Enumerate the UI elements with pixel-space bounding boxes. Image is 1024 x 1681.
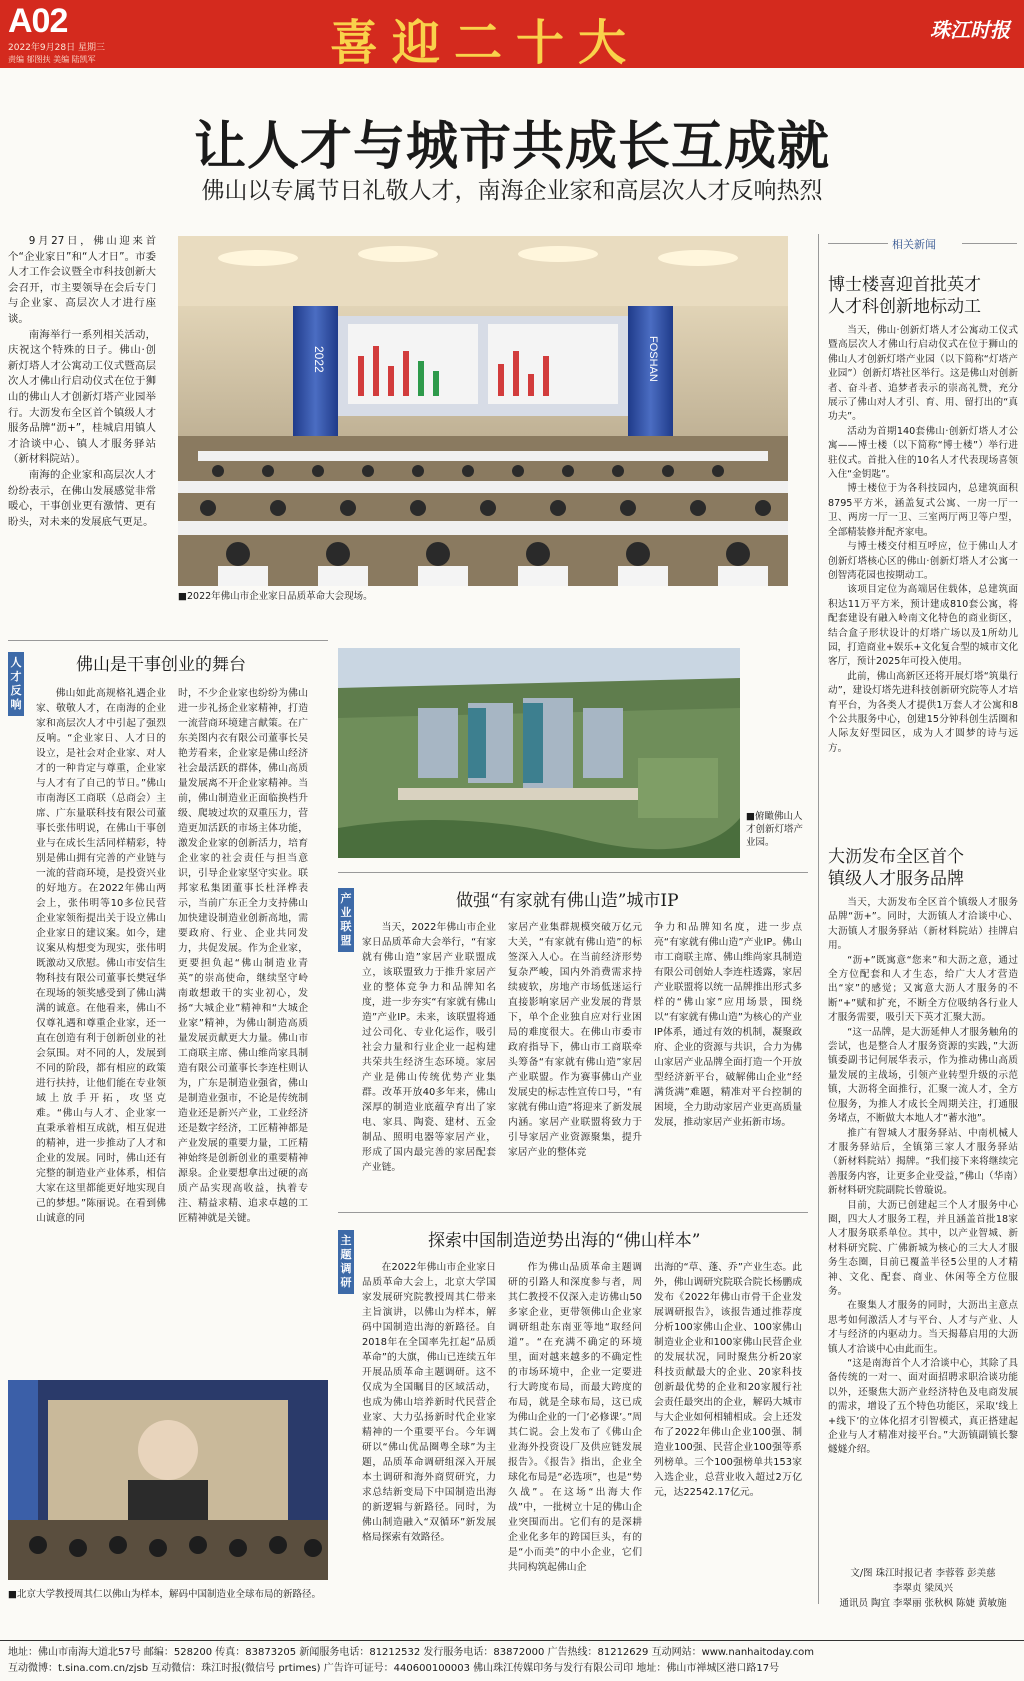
industry-article-col1: 当天，2022年佛山市企业家日品质革命大会举行，“有家就有佛山造”家居产业联盟成立，该联盟致力于推升家居产业的整体竞争力和品牌知名度，进一步夯实“有家就有佛山造”产业IP。未来，该联盟将通过公司化、专业化运作，吸引社会力量和行业企业一起构建共荣共生经济生态环境。家居产业是佛山传统优势产业集群。改革开放40多年来，佛山深厚的制造业底蕴孕育出了家电、家具、陶瓷、建材、五金制品、照明电器等家居产业，形成了国内最完善的家居配套产业链。 bbox=[362, 922, 496, 1173]
body-paragraph: 推广有智城人才服务驿站、中南机械人才服务驿站后，全镇第三家人才服务驿站（新材料院站）揭牌。“我们接下来将继续完善服务内容，让更多企业受益，”佛山（华南）新材料研究院副院长曾璇说。 bbox=[828, 1127, 1018, 1197]
masthead bbox=[0, 0, 1024, 71]
side-story-body bbox=[828, 324, 1018, 808]
industry-article-col3: 争力和品牌知名度，进一步点亮“有家就有佛山造”产业IP。佛山市工商联主席、佛山维尚家具制造有限公司创始人李连柱透露，家居产业联盟将以统一品牌推出形式多样的“佛山家”应用场景，围绕以“有家就有佛山造”为核心的产业IP体系，通过有效的机制，凝聚政府、企业的资源与共识，合力为佛山家居产业品牌全面打造一个开放型经济新平台，破解佛山企业“经满货满”难题，精准对平台控制的困境，全力助动家居产业更高质量发展，推动家居产业拓新市场。 bbox=[654, 922, 802, 1128]
aerial-park-photo bbox=[338, 648, 740, 858]
body-paragraph: 博士楼位于为各科技园内，总建筑面积8795平方米，涵盖复式公寓、一房一厅一卫、两房一厅一卫、三室两厅两卫等户型，全部精装修并配齐家电。 bbox=[828, 483, 1018, 538]
page-subheadline: 佛山以专属节日礼敬人才，南海企业家和高层次人才反响热烈 bbox=[201, 178, 823, 204]
body-paragraph: 此前，佛山高新区还将开展灯塔“筑巢行动”，建设灯塔先进科技创新研究院等人才培育平台，为各类人才提供1万套人才公寓和8个公共服务中心，创建15分钟科创生活圈和人际友好型园区，成为人才圆梦的诗与远方。 bbox=[828, 670, 1018, 754]
section-tag: 主题调研 bbox=[338, 1230, 354, 1294]
issue-date: 2022年9月28日 星期三 bbox=[8, 43, 105, 53]
speaker-photo bbox=[8, 1380, 328, 1580]
body-paragraph: 与博士楼交付相互呼应，位于佛山人才创新灯塔核心区的佛山·创新灯塔人才公寓一创智湾花园也按期动工。 bbox=[828, 541, 1018, 581]
related-rule bbox=[962, 243, 1017, 244]
section-divider bbox=[338, 1212, 808, 1213]
stage-city-text: FOSHAN bbox=[647, 336, 659, 382]
banner-title: 喜迎二十大 bbox=[330, 15, 641, 71]
lead-article bbox=[8, 234, 156, 570]
speaker-photo-caption: ■北京大学教授周其仁以佛山为样本，解码中国制造业全球布局的新路径。 bbox=[8, 1589, 321, 1600]
section-title: 做强“有家就有佛山造”城市IP bbox=[456, 891, 679, 911]
industrial-park-image bbox=[338, 648, 740, 858]
research-article-col1: 在2022年佛山市企业家日品质革命大会上，北京大学国家发展研究院教授周其仁带来主旨演讲，以佛山为样本，解码中国制造出海的新路径。自2018年在全国率先扛起“品质革命”的大旗，佛山已连续五年开展品质革命主题调研。这不仅成为全国瞩目的区域活动，也成为佛山培养新时代民营企业家、大力弘扬新时代企业家精神的一个重要平台。今年调研以“佛山优品圈粤全球”为主题，品质革命调研组深入开展本土调研和海外商贸研究，力求总结新变局下中国制造出海的新逻辑与新路径。同时，为佛山制造融入“双循环”新发展格局探索有效路径。 bbox=[362, 1262, 496, 1543]
main-photo-caption: ■2022年佛山市企业家日品质革命大会现场。 bbox=[178, 591, 373, 602]
body-paragraph: “沥+”既寓意“您来”和大沥之意，通过全方位配套和人才生态，给广大人才营造出“家”的感觉；又寓意大沥人才服务的不断“+”赋和扩充，不断全方位吸纳各行业人才服务需要，吸引天下英才汇聚大沥。 bbox=[828, 954, 1018, 1024]
page-footer bbox=[0, 1640, 1024, 1677]
talent-article-col1: 佛山如此高规格礼遇企业家、敬敬人才，在南海的企业家和高层次人才中引起了强烈反响。“企业家日、人才日的设立，是社会对企业家、对人才的一种肯定与尊重，企业家与人才有了自己的节日。”佛山市南海区工商联（总商会）主席、广东量联科技有限公司董事长张伟明说，在佛山干事创业与在成长生活同样精彩，特别是佛山拥有完善的产业链与一流的营商环境，是投资兴业的好地方。在2022年佛山两会上，张伟明等10多位民营企业家领衔提出关于设立佛山企业家日的建议案。如今，建议案从构想变为现实，张伟明既激动又欣慰。佛山市安信生物科技有限公司董事长樊冠华在现场的领奖感受到了佛山满满的诚意。在他看来，佛山不仅尊礼遇和尊重企业家，还一直在创造有利于创新创业的社会氛围。对不同的人，发展到不同的阶段，都有相应的政策进行扶持，让他们能在专业领域上放手开拓，攻坚克难。“佛山与人才、企业家一直秉承着相互成就，相互促进的精神，进一步推动了人才和企业的发展。同时，佛山还有完整的制造业产业体系，相信大家在这里都能更好地实现自己的梦想。”陈丽说。在看到佛山诚意的同 bbox=[36, 688, 166, 1224]
lead-paragraph: 9月27日，佛山迎来首个“企业家日”和“人才日”。市委人才工作会议暨全市科技创新大会召开，市主要领导在会后专门与企业家、高层次人才进行座谈。 bbox=[8, 235, 156, 325]
body-paragraph: “这是南海首个人才洽谈中心，其除了具备传统的一对一、面对面招聘求职洽谈功能以外，还聚焦大沥产业经济特色及电商发展的需求，增设了五个特色功能区，采取‘线上+线下’的立体化招才引智模式，真正搭建起企业与人才精准对接平台。”大沥镇副镇长黎燧燧介绍。 bbox=[828, 1358, 1018, 1456]
related-rule bbox=[828, 243, 888, 244]
page-number: A02 bbox=[8, 2, 68, 40]
body-paragraph: 在聚集人才服务的同时，大沥出主意点思考如何激活人才与平台、人才与产业、人才与经济的内驱动力。当天揭幕启用的大沥镇人才洽谈中心由此而生。 bbox=[828, 1300, 1018, 1355]
side-story-title: 博士楼喜迎首批英才 人才科创新地标动工 bbox=[828, 275, 981, 317]
section-tag: 人才反响 bbox=[8, 652, 24, 716]
lead-paragraph: 南海举行一系列相关活动，庆祝这个特殊的日子。佛山·创新灯塔人才公寓动工仪式暨高层次人才佛山行启动仪式在位于狮山的佛山人才创新灯塔产业园举行。大沥发布全区首个镇级人才服务品牌“沥+”，桂城启用镇人才洽谈中心、镇人才服务驿站（新材料院站）。 bbox=[8, 328, 156, 466]
body-paragraph: 当天，大沥发布全区首个镇级人才服务品牌“沥+”。同时，大沥镇人才洽谈中心、大沥镇人才服务驿站（新材料院站）挂牌启用。 bbox=[828, 897, 1018, 952]
stage-year-text: 2022 bbox=[312, 346, 326, 373]
research-article-col3: 出海的“草、蓬、乔”产业生态。此外，佛山调研究院联合院长杨鹏成发布《2022年佛山市骨干企业发展调研报告》，该报告通过推荐度分析100家佛山企业、100家佛山制造业企业和100家佛山民营企业的发展状况，同时聚焦分析20家科技贡献最大的企业、20家科技创新最优势的企业和20家履行社会责任最突出的企业，解码大城市与大企业如何相辅相成。会上还发布了2022年佛山企业100强、制造业100强、民营企业100强等系列榜单。三个100强榜单共153家入选企业，总营业收入超过2万亿元，达22542.17亿元。 bbox=[654, 1262, 802, 1498]
section-tag: 产业联盟 bbox=[338, 888, 354, 952]
aerial-photo-caption: ■俯瞰佛山人才创新灯塔产业园。 bbox=[746, 811, 804, 848]
section-divider bbox=[8, 640, 328, 641]
research-article-col2: 作为佛山品质革命主题调研的引路人和深度参与者，周其仁教授不仅深入走访佛山50多家企业，更带领佛山企业家调研组赴东南亚等地“取经问道”。“在充满不确定的环境里，面对越来越多的不确定性的市场环境中，企业一定要进行大跨度布局，而最大跨度的布局，就是全球布局，这已成为佛山企业的一门‘必修课’。”周其仁说。会上发布了《佛山企业海外投资设厂及供应链发展报告》。《报告》指出，企业全球化布局是“必选项”，也是“势久战”。在这场“出海大作战”中，一批树立十足的佛山企业突围而出。它们有的是深耕企业化多年的跨国巨头，有的是“小而美”的中小企业，它们共同构筑起佛山企 bbox=[508, 1262, 642, 1573]
section-title: 佛山是干事创业的舞台 bbox=[76, 655, 246, 675]
main-event-photo bbox=[178, 236, 788, 586]
industry-article-col2: 家居产业集群规模突破万亿元大关，“有家就有佛山造”的标签深入人心。在当前经济形势复杂严峻，国内外消费需求持续疲软，房地产市场低迷运行直接影响家居产业发展的背景下，单个企业独自应对行业困局的难度很大。在佛山市委市政府指导下，佛山市工商联牵头筹备“有家就有佛山造”家居产业联盟。作为赛事佛山产业发展史的标志性宣传口号，“有家就有佛山造”将迎来了新发展内涵。家居产业联盟将致力于引导家居产业资源聚集，提升家居产业的整体竞 bbox=[508, 922, 642, 1158]
body-paragraph: 活动为首期140套佛山·创新灯塔人才公寓——博士楼（以下简称“博士楼”）举行进驻仪式。首批入住的10名人才代表现场喜领入住“金钥匙”。 bbox=[828, 425, 1018, 481]
newspaper-logo: 珠江时报 bbox=[930, 18, 1010, 42]
body-paragraph: 当天，佛山·创新灯塔人才公寓动工仪式暨高层次人才佛山行启动仪式在位于狮山的佛山人才创新灯塔产业园（以下简称“灯塔产业园”）创新灯塔社区举行。这是佛山对创新者、奋斗者、追梦者表示的崇高礼赞，充分展示了佛山对人才引、育、用、留打出的“真功夫”。 bbox=[828, 325, 1018, 423]
talent-article-col2: 时，不少企业家也纷纷为佛山进一步礼扬企业家精神，打造一流营商环境建言献策。在广东美图内衣有限公司董事长吴艳芳看来，企业家是佛山经济社会最活跃的群体，佛山高质量发展离不开企业家精神。当前，佛山制造业正面临换档升级、爬坡过坎的双重压力，营造更加活跃的市场主体功能，激发企业家的创新活力，培育企业家的社会责任与担当意识，引导企业家坚守实业。联邦家私集团董事长杜泽桦表示，当前广东正全力支持佛山加快建设制造业创新高地，需要政府、行业、企业共同发力，共促发展。作为企业家，更要担负起“佛山制造业青英”的崇高使命，继续坚守岭南敢想敢干的实业初心，发扬“大城企业”精神和“大城企业家”精神，为佛山制造高质量发展贡献更大力量。佛山市工商联主席、佛山维尚家具制造有限公司董事长李连柱则认为，广东是制造业强省，佛山是制造业强市，不论是传统制造业还是新兴产业，工业经济还是数字经济，工匠精神都是产业发展的重要力量，工匠精神始终是创新创业的重要精神源泉。企业要想拿出过硬的高质产品实现高收益，执着专注、精益求精、追求卓越的工匠精神就是关键。 bbox=[178, 688, 308, 1224]
side-story-title: 大沥发布全区首个 镇级人才服务品牌 bbox=[828, 847, 964, 889]
editor-credits: 责编 郁图扶 美编 陆凯军 bbox=[8, 55, 96, 64]
body-paragraph: 目前，大沥已创建起三个人才服务中心圈，四大人才服务工程，并且涵盖首批18家人才服务联系单位。其中，以产业智城、新材料研究院、广佛新城为核心的三大人才服务生态圈，目前已覆盖半径5公里的人才精神、文化、配套、商业、休闲等全方位服务。 bbox=[828, 1199, 1018, 1297]
lead-paragraph: 南海的企业家和高层次人才纷纷表示，在佛山发展感觉非常暖心，干事创业更有激情、更有盼头，对未来的发展底气更足。 bbox=[8, 468, 156, 528]
column-divider bbox=[818, 234, 819, 1604]
page-headline: 让人才与城市共成长互成就 bbox=[193, 117, 830, 177]
footer-line: 地址：佛山市南海大道北57号 邮编：528200 传真：83873205 新闻服务电话：81212532 发行服务电话：83872000 广告热线：81212629 互动网站：www.nanhaitoday.com bbox=[8, 1647, 814, 1658]
section-title: 探索中国制造逆势出海的“佛山样本” bbox=[428, 1231, 701, 1251]
section-divider bbox=[338, 872, 808, 873]
side-story-body bbox=[828, 896, 1018, 1552]
speaker-lecture-image bbox=[8, 1380, 328, 1580]
related-news-label: 相关新闻 bbox=[892, 238, 936, 251]
body-paragraph: 该项目定位为高端居住载体，总建筑面积达11万平方米，预计建成810套公寓，将配套建设有融入岭南文化特色的商业街区，结合盒子形状设计的灯塔广场以及1所幼儿园，打造商业+娱乐+文化复合型的城市文化客厅，预计2025年可投入使用。 bbox=[828, 584, 1018, 668]
body-paragraph: “这一品牌，是大沥延伸人才服务触角的尝试，也是整合人才服务资源的实践，”大沥镇委副书记何展华表示，作为推动佛山高质量发展的主战场，引领产业转型升级的示范镇，大沥将全面推行，汇聚一流人才，全方位服务，为推人才成长全周期关注，打通服务堵点，不断做大本地人才“蓄水池”。 bbox=[828, 1026, 1018, 1125]
author-bylines: 文/图 珠江时报记者 李蓉蓉 彭美慈 李翠贞 梁凤兴 通讯员 陶宜 李翠丽 张秋枫 陈婕 黄敏施 bbox=[839, 1568, 1007, 1609]
conference-hall-image bbox=[178, 236, 788, 586]
footer-line: 互动微博：t.sina.com.cn/zjsb 互动微信：珠江时报(微信号 prtimes) 广告许可证号：440600100003 佛山珠江传媒印务与发行有限公司印 地址：佛山市禅城区港口路17号 bbox=[8, 1663, 780, 1674]
